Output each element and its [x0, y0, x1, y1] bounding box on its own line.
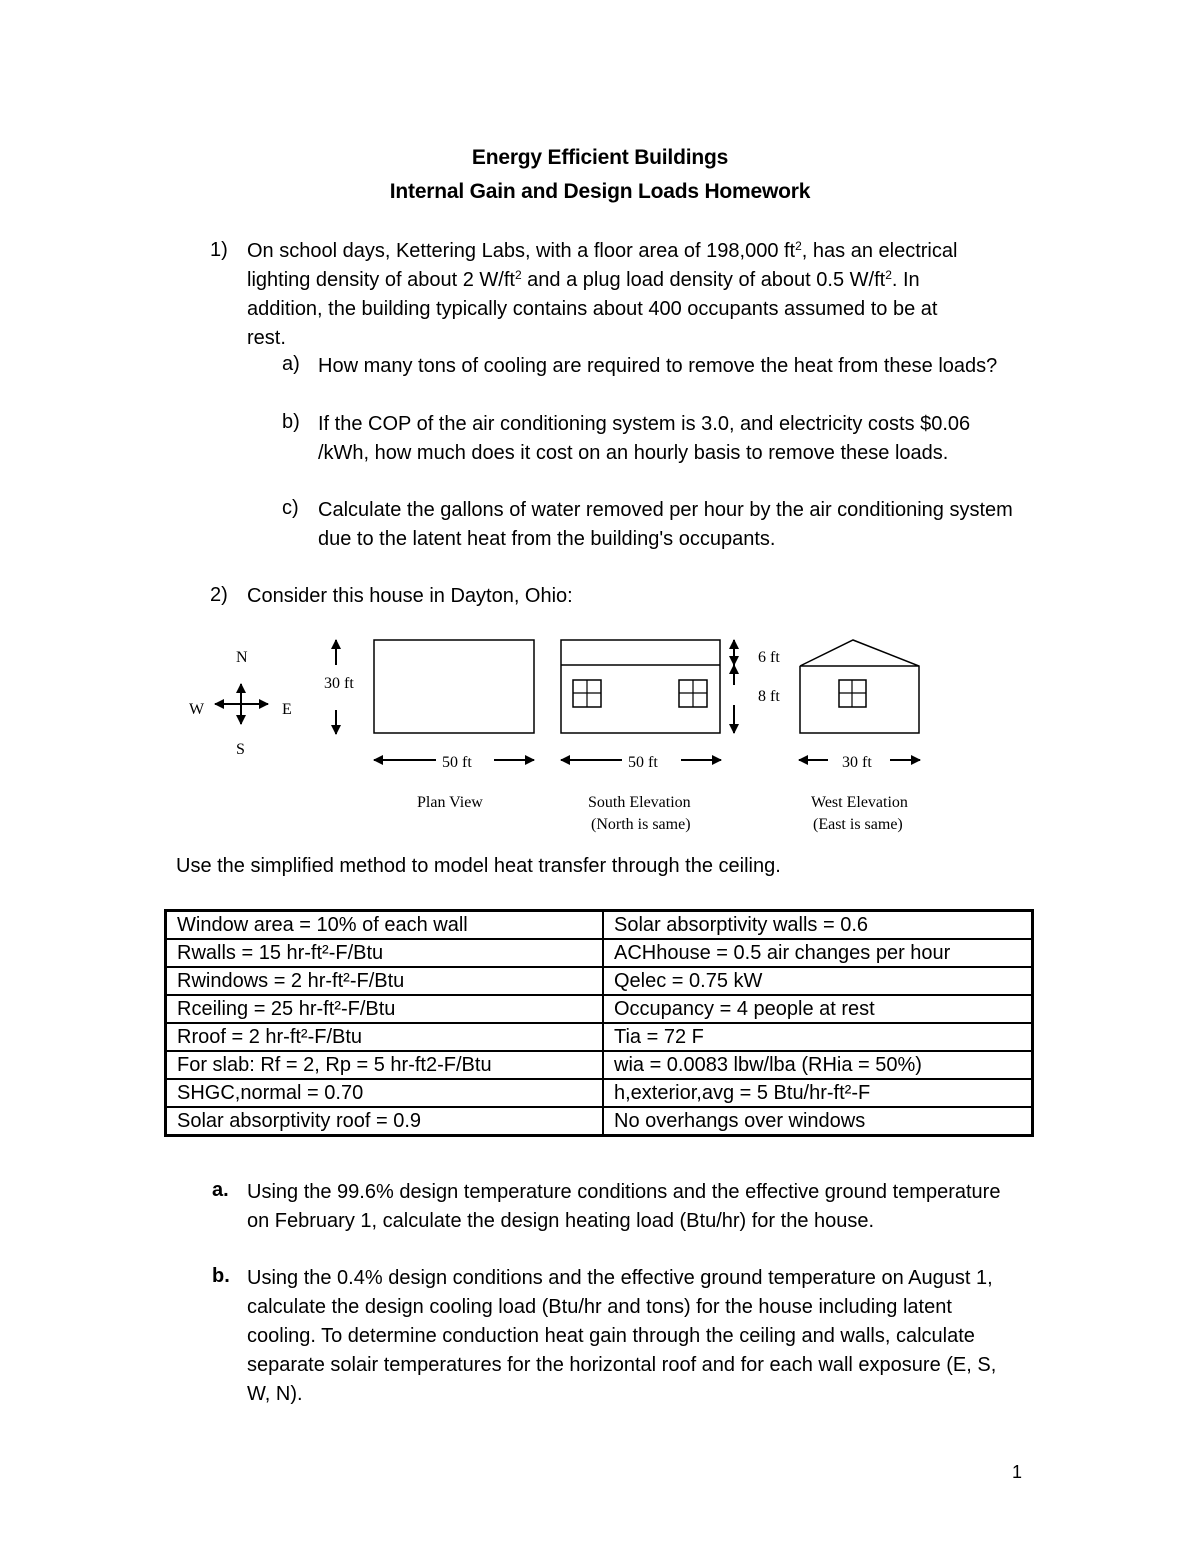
simplified-method-instruction: Use the simplified method to model heat transfer through the ceiling.: [176, 855, 781, 877]
question-1a-label: a): [282, 353, 300, 375]
table-row: [166, 911, 1033, 940]
question-2-text: Consider this house in Dayton, Ohio:: [247, 585, 573, 607]
compass-north-label: N: [236, 649, 248, 666]
question-1c-text: Calculate the gallons of water removed per hour by the air conditioning system due to the latent heat from the building's occupants.: [318, 499, 1013, 550]
south-width-label: 50 ft: [628, 754, 658, 771]
west-elevation-outline: [800, 640, 919, 733]
table-row: [166, 1079, 1033, 1107]
table-row: [166, 939, 1033, 967]
compass-east-label: E: [282, 701, 292, 718]
table-cell: Solar absorptivity walls = 0.6: [603, 911, 1033, 940]
table-cell: Window area = 10% of each wall: [166, 911, 604, 940]
title-line-2: Internal Gain and Design Loads Homework: [389, 180, 811, 203]
table-cell: Occupancy = 4 people at rest: [603, 995, 1033, 1023]
parameters-table: [164, 909, 1034, 1137]
compass: [189, 649, 292, 758]
table-cell: Rroof = 2 hr-ft²-F/Btu: [166, 1023, 604, 1051]
question-2b-label: b.: [212, 1265, 230, 1287]
plan-view: [324, 640, 534, 811]
table-cell: wia = 0.0083 lbw/lba (RHia = 50%): [603, 1051, 1033, 1079]
south-caption-1: South Elevation: [588, 794, 691, 811]
table-cell: ACHhouse = 0.5 air changes per hour: [603, 939, 1033, 967]
house-diagram: [160, 625, 960, 845]
west-width-label: 30 ft: [842, 754, 872, 771]
question-1-text: On school days, Kettering Labs, with a floor area of 198,000 $ft^2$, has an electrical lighting density of about 2 $W/ft^2$ and a plug load density of about 0.5 $W/ft^2$. In addition, the building typically contains about 400 occupants assumed to be at rest.: [247, 239, 958, 349]
table-row: [166, 1023, 1033, 1051]
question-2a-text: Using the 99.6% design temperature conditions and the effective ground temperature on February 1, calculate the design heating load (Btu/hr) for the house.: [247, 1181, 1001, 1232]
plan-caption: Plan View: [417, 794, 483, 811]
wall-height-label: 8 ft: [758, 688, 780, 705]
table-cell: Tia = 72 F: [603, 1023, 1033, 1051]
south-caption-2: (North is same): [591, 816, 691, 833]
south-elevation: [561, 640, 780, 833]
question-1b-label: b): [282, 411, 300, 433]
compass-west-label: W: [189, 701, 205, 718]
west-caption-1: West Elevation: [811, 794, 908, 811]
question-2-number: 2): [210, 584, 228, 606]
question-2b-text: Using the 0.4% design conditions and the effective ground temperature on August 1, calculate the design cooling load (Btu/hr and tons) for the house including latent cooling. To determine conduction heat gain through the ceiling and walls, calculate separate solair temperatures for the horizontal roof and for each wall exposure (E, S, W, N).: [247, 1267, 997, 1405]
table-cell: SHGC,normal = 0.70: [166, 1079, 604, 1107]
roof-height-label: 6 ft: [758, 649, 780, 666]
question-1a-text: How many tons of cooling are required to remove the heat from these loads?: [318, 355, 998, 377]
question-2a-label: a.: [212, 1179, 229, 1201]
table-row: [166, 995, 1033, 1023]
table-cell: For slab: Rf = 2, Rp = 5 hr-ft2-F/Btu: [166, 1051, 604, 1079]
page-number: 1: [1012, 1462, 1023, 1482]
table-row: [166, 967, 1033, 995]
plan-depth-label: 30 ft: [324, 675, 354, 692]
plan-width-label: 50 ft: [442, 754, 472, 771]
table-cell: Rceiling = 25 hr-ft²-F/Btu: [166, 995, 604, 1023]
table-cell: No overhangs over windows: [603, 1107, 1033, 1136]
table-row: [166, 1051, 1033, 1079]
table-cell: Solar absorptivity roof = 0.9: [166, 1107, 604, 1136]
table-cell: Rwindows = 2 hr-ft²-F/Btu: [166, 967, 604, 995]
question-1-number: 1): [210, 239, 228, 261]
title-line-1: Energy Efficient Buildings: [471, 146, 729, 169]
question-1b-text: If the COP of the air conditioning system is 3.0, and electricity costs $0.06 /kWh, how much does it cost on an hourly basis to remove these loads.: [318, 413, 971, 464]
table-cell: h,exterior,avg = 5 Btu/hr-ft²-F: [603, 1079, 1033, 1107]
table-row: [166, 1107, 1033, 1136]
south-elevation-outline: [561, 640, 720, 733]
compass-south-label: S: [236, 741, 245, 758]
table-cell: Qelec = 0.75 kW: [603, 967, 1033, 995]
plan-outline: [374, 640, 534, 733]
west-elevation: [799, 640, 920, 833]
table-cell: Rwalls = 15 hr-ft²-F/Btu: [166, 939, 604, 967]
west-caption-2: (East is same): [813, 816, 903, 833]
question-1c-label: c): [282, 497, 299, 519]
